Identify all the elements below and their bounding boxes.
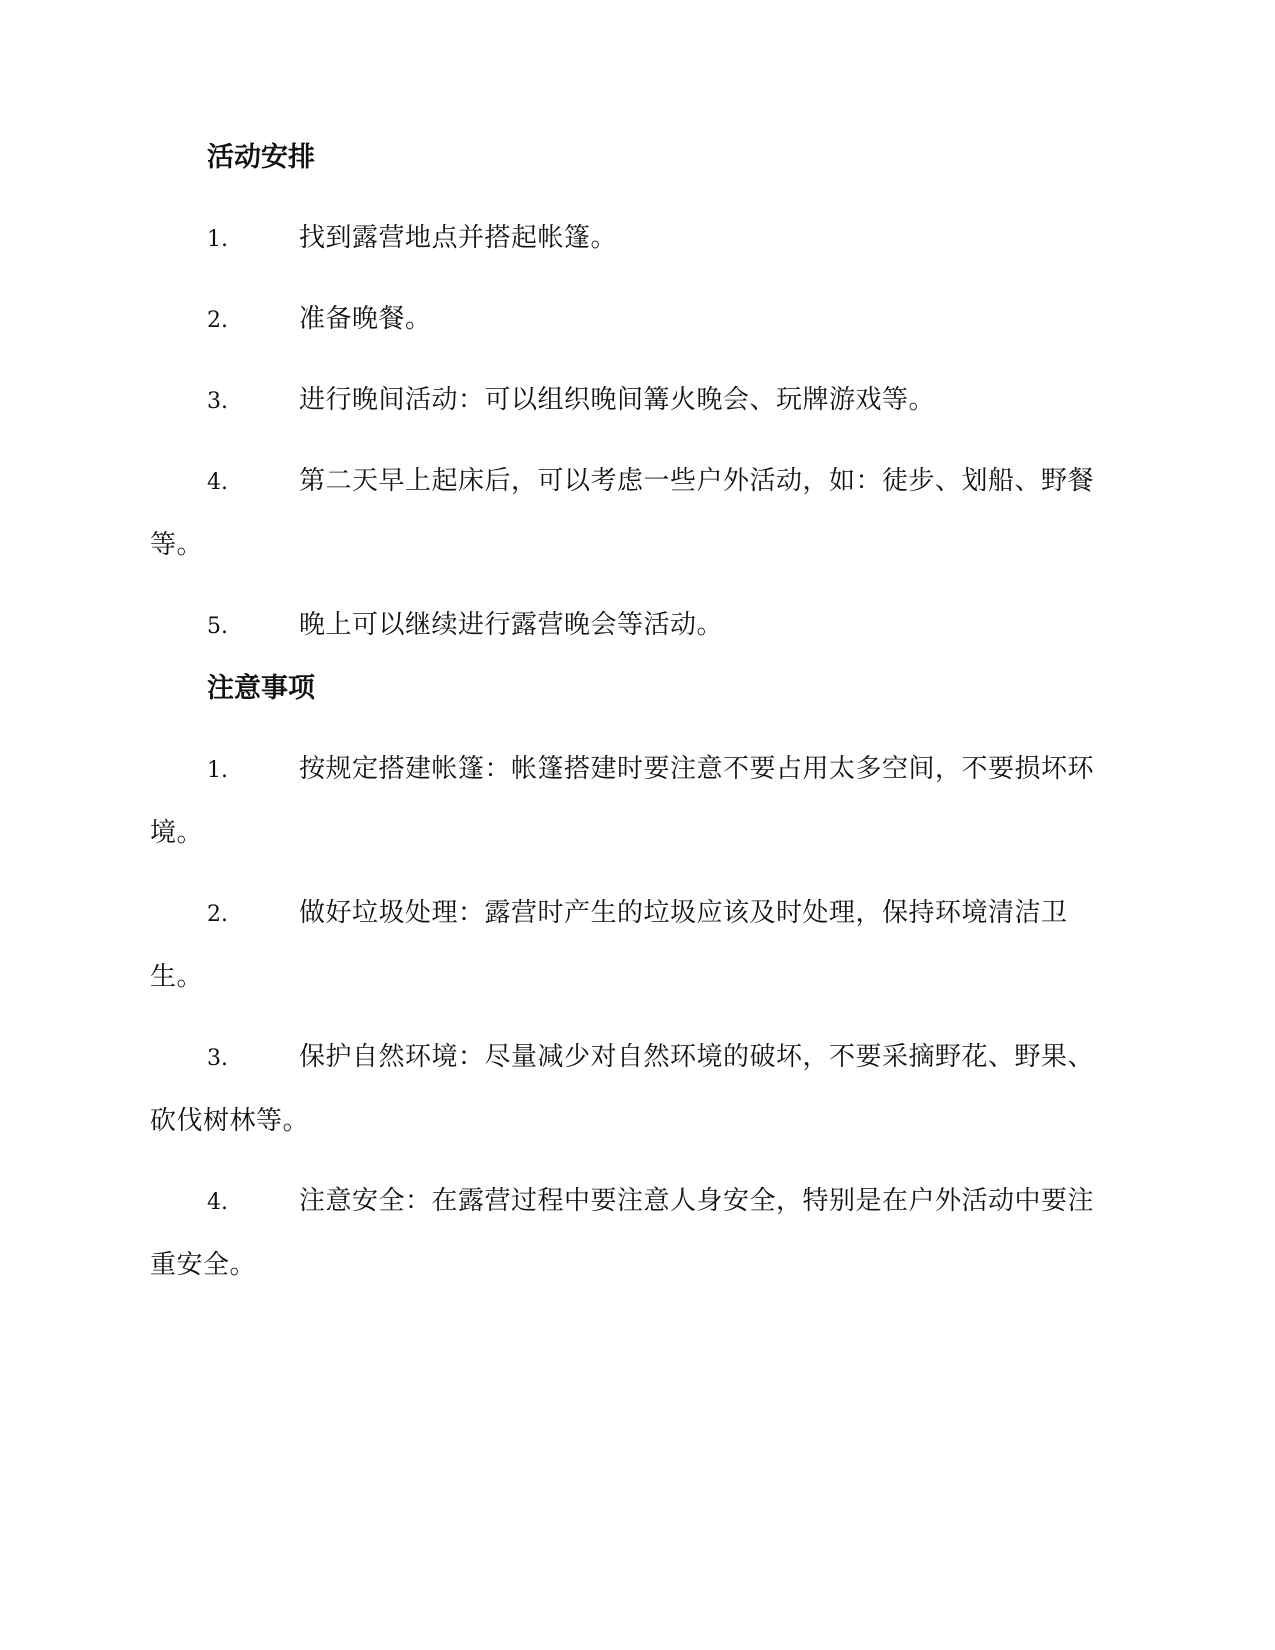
list-item-number: 4. bbox=[207, 1190, 228, 1215]
list-item-text: 第二天早上起床后，可以考虑一些户外活动，如：徒步、划船、野餐等。 bbox=[150, 466, 1095, 560]
list-item bbox=[150, 594, 1120, 658]
list-item-number: 3. bbox=[207, 389, 228, 414]
list-item bbox=[150, 738, 1120, 865]
list-item-text: 做好垃圾处理：露营时产生的垃圾应该及时处理，保持环境清洁卫生。 bbox=[150, 898, 1068, 992]
list-item-text: 进行晚间活动：可以组织晚间篝火晚会、玩牌游戏等。 bbox=[299, 385, 936, 415]
list-item-text: 准备晚餐。 bbox=[299, 304, 432, 334]
section-title-precautions: 注意事项 bbox=[207, 673, 315, 704]
document-body bbox=[150, 140, 1120, 1314]
list-item bbox=[150, 369, 1120, 433]
list-item-number: 4. bbox=[207, 470, 228, 495]
list-item-number: 2. bbox=[207, 308, 228, 333]
list-item-number: 2. bbox=[207, 902, 228, 927]
list-item bbox=[150, 1170, 1120, 1297]
section-title-activities: 活动安排 bbox=[207, 142, 315, 173]
list-item bbox=[150, 1026, 1120, 1153]
list-item-text: 保护自然环境：尽量减少对自然环境的破坏，不要采摘野花、野果、砍伐树林等。 bbox=[150, 1042, 1095, 1136]
list-item-number: 5. bbox=[207, 614, 228, 639]
list-item-number: 1. bbox=[207, 758, 228, 783]
list-item bbox=[150, 882, 1120, 1009]
list-item bbox=[150, 450, 1120, 577]
list-item-text: 晚上可以继续进行露营晚会等活动。 bbox=[299, 610, 724, 640]
list-item-text: 注意安全：在露营过程中要注意人身安全，特别是在户外活动中要注重安全。 bbox=[150, 1186, 1095, 1280]
list-item bbox=[150, 288, 1120, 352]
list-item-text: 按规定搭建帐篷：帐篷搭建时要注意不要占用太多空间，不要损坏环境。 bbox=[150, 754, 1095, 848]
list-item-number: 1. bbox=[207, 227, 228, 252]
list-item-number: 3. bbox=[207, 1046, 228, 1071]
list-item-text: 找到露营地点并搭起帐篷。 bbox=[299, 223, 618, 253]
list-item bbox=[150, 207, 1120, 271]
